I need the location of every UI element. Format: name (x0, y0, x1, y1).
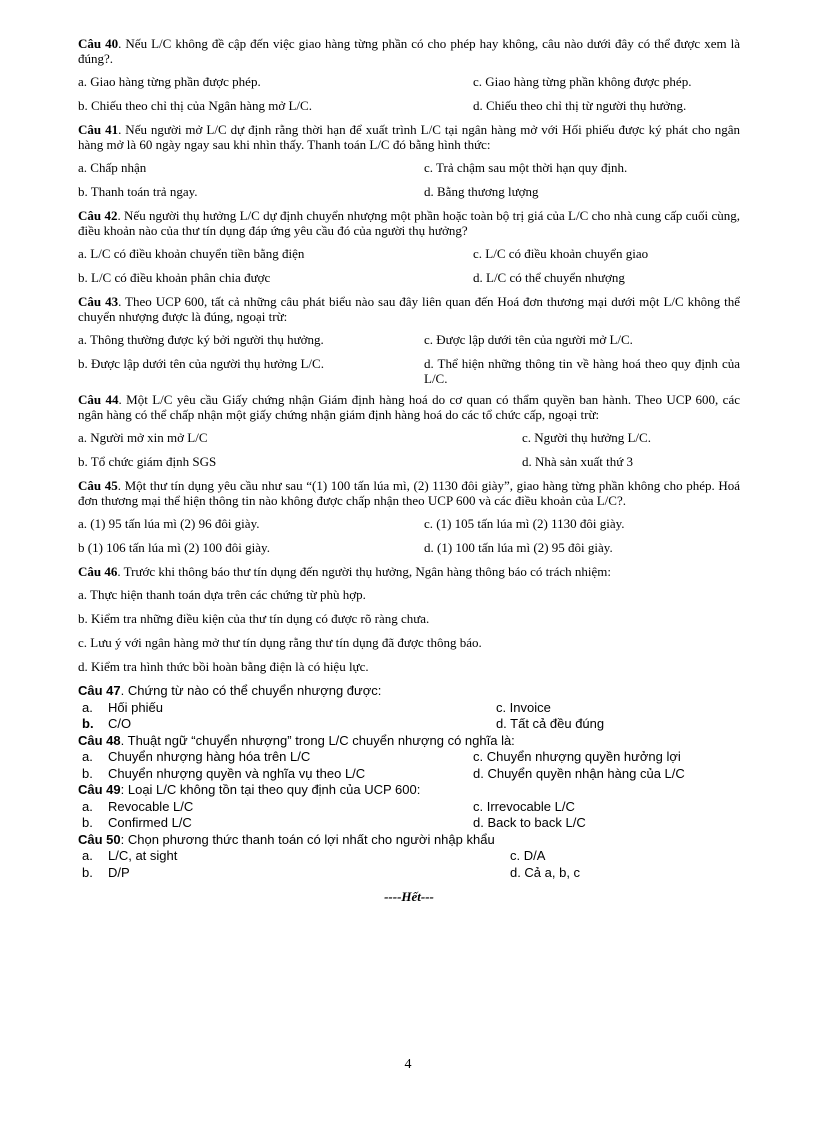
question-text: : Chọn phương thức thanh toán có lợi nhất cho người nhập khẩu (120, 831, 495, 847)
end-marker: ----Hết--- (384, 889, 434, 904)
option-c: c. Được lập dưới tên của người mở L/C. (424, 332, 633, 347)
question-text: . Theo UCP 600, tất cả những câu phát biểu nào sau đây liên quan đến Hoá đơn thương mại dưới một L/C không thể chuyển nhượng được là đúng, ngoại trừ: (78, 294, 740, 324)
option-c: c. Irrevocable L/C (473, 798, 575, 814)
option-d: d. Chiếu theo chỉ thị từ người thụ hưởng. (473, 98, 687, 113)
question-49 (78, 782, 740, 832)
page-number: 4 (404, 1057, 412, 1072)
option-a: Chuyển nhượng hàng hóa trên L/C (108, 749, 311, 764)
question-text: . Chứng từ nào có thể chuyển nhượng được: (120, 683, 382, 698)
option-a: a. L/C có điều khoản chuyển tiền bằng điện (78, 246, 305, 261)
option-a: Hối phiếu (108, 699, 163, 715)
option-d: d. Cả a, b, c (509, 864, 581, 880)
option-b: b (1) 106 tấn lúa mì (2) 100 đôi giày. (78, 540, 270, 555)
option-b: Chuyển nhượng quyền và nghĩa vụ theo L/C (108, 765, 366, 781)
exam-page (78, 36, 740, 905)
question-45 (78, 478, 740, 555)
question-label: Câu 49 (78, 782, 121, 797)
option-c: c. Invoice (495, 699, 551, 715)
question-44 (78, 392, 740, 469)
option-d: d. Tất cả đều đúng (495, 716, 605, 731)
question-47 (78, 683, 740, 733)
option-c: c. Trả chậm sau một thời hạn quy định. (424, 160, 628, 175)
option-b: C/O (108, 716, 132, 731)
option-c: c. Người thụ hưởng L/C. (522, 430, 651, 445)
option-a: a. Người mở xin mở L/C (78, 430, 208, 445)
question-text: . Trước khi thông báo thư tín dụng đến người thụ hưởng, Ngân hàng thông báo có trách nhiệm: (117, 564, 612, 579)
question-label: Câu 42 (78, 208, 118, 223)
option-d: d. L/C có thể chuyển nhượng (473, 270, 625, 285)
option-d: d. (1) 100 tấn lúa mì (2) 95 đôi giày. (424, 540, 613, 555)
option-a-label: a. (82, 749, 93, 764)
question-label: Câu 48 (78, 732, 121, 748)
option-c: c. Chuyển nhượng quyền hưởng lợi (473, 749, 681, 764)
option-a-label: a. (82, 798, 93, 814)
question-text: . Nếu người thụ hưởng L/C dự định chuyển nhượng một phần hoặc toàn bộ trị giá của L/C cho nhà cung cấp cuối cùng, điều khoản nào của thư tín dụng đáp ứng yêu cầu đó của người thụ hưởng? (78, 208, 740, 238)
option-c: c. L/C có điều khoản chuyển giao (473, 246, 649, 261)
option-c: c. Lưu ý với ngân hàng mở thư tín dụng rằng thư tín dụng đã được thông báo. (78, 635, 482, 650)
option-c: c. (1) 105 tấn lúa mì (2) 1130 đôi giày. (424, 516, 625, 531)
option-d: d. Back to back L/C (473, 815, 586, 830)
option-d: d. Bằng thương lượng (424, 184, 539, 199)
option-a: a. Giao hàng từng phần được phép. (78, 74, 261, 89)
option-a: Revocable L/C (108, 798, 194, 814)
option-a-label: a. (82, 699, 93, 715)
question-label: Câu 44 (78, 392, 119, 407)
option-a-label: a. (82, 848, 93, 863)
question-text: . Một L/C yêu cầu Giấy chứng nhận Giám định hàng hoá do cơ quan có thẩm quyền ban hành. Theo UCP 600, các ngân hàng có thể chấp nhận một giấy chứng nhận giám định hàng hoá do các tổ chức cấp, ngoại trừ: (78, 392, 740, 422)
option-a: L/C, at sight (108, 848, 178, 863)
option-a: a. Thực hiện thanh toán dựa trên các chứng từ phù hợp. (78, 587, 366, 602)
option-b: D/P (108, 864, 130, 880)
option-b: b. L/C có điều khoản phân chia được (78, 270, 271, 285)
question-label: Câu 45 (78, 478, 118, 493)
question-text: . Nếu L/C không đề cập đến việc giao hàng từng phần có cho phép hay không, câu nào dưới đây có thể được xem là đúng?. (78, 36, 740, 66)
option-c: c. Giao hàng từng phần không được phép. (473, 74, 692, 89)
question-label: Câu 47 (78, 683, 121, 698)
option-d: d. Nhà sản xuất thứ 3 (522, 454, 634, 469)
question-text: . Nếu người mở L/C dự định rằng thời hạn để xuất trình L/C tại ngân hàng mở với Hối phiếu được ký phát cho ngân hàng mở là 60 ngày ngay sau khi nhìn thấy. Thanh toán L/C đó bằng hình thức: (78, 122, 740, 152)
question-label: Câu 40 (78, 36, 119, 51)
option-b-label: b. (82, 716, 94, 731)
question-label: Câu 46 (78, 564, 118, 579)
option-b-label: b. (82, 815, 93, 830)
question-text: : Loại L/C không tồn tại theo quy định của UCP 600: (120, 782, 421, 797)
option-b: Confirmed L/C (108, 815, 192, 830)
question-label: Câu 41 (78, 122, 119, 137)
option-b: b. Chiếu theo chỉ thị của Ngân hàng mở L/C. (78, 98, 312, 113)
option-d: d. Thể hiện những thông tin về hàng hoá theo quy định của L/C. (424, 356, 740, 386)
question-43 (78, 294, 740, 386)
question-46 (78, 564, 740, 674)
question-48 (78, 733, 740, 783)
option-a: a. Thông thường được ký bởi người thụ hưởng. (78, 332, 324, 347)
question-text: . Một thư tín dụng yêu cầu như sau “(1) 100 tấn lúa mì, (2) 1130 đôi giày”, giao hàng từng phần không cho phép. Hoá đơn thương mại thể hiện thông tin nào không được chấp nhận theo UCP 600 và các điều khoản của L/C?. (78, 478, 740, 508)
option-a: a. Chấp nhận (78, 160, 147, 175)
option-b: b. Kiểm tra những điều kiện của thư tín dụng có được rõ ràng chưa. (78, 611, 430, 626)
question-text: . Thuật ngữ “chuyển nhượng” trong L/C chuyển nhượng có nghĩa là: (120, 732, 515, 748)
question-label: Câu 43 (78, 294, 119, 309)
option-c: c. D/A (509, 848, 546, 863)
question-40 (78, 36, 740, 113)
option-b-label: b. (82, 864, 93, 880)
option-b: b. Tổ chức giám định SGS (78, 454, 217, 469)
question-42 (78, 208, 740, 285)
option-b-label: b. (82, 765, 93, 781)
option-b: b. Thanh toán trả ngay. (78, 184, 198, 199)
option-d: d. Chuyển quyền nhận hàng của L/C (473, 765, 685, 781)
question-label: Câu 50 (78, 831, 121, 847)
option-b: b. Được lập dưới tên của người thụ hưởng L/C. (78, 356, 324, 371)
question-50 (78, 832, 740, 882)
option-a: a. (1) 95 tấn lúa mì (2) 96 đôi giày. (78, 516, 260, 531)
question-41 (78, 122, 740, 199)
option-d: d. Kiểm tra hình thức bồi hoàn bằng điện là có hiệu lực. (78, 659, 369, 674)
